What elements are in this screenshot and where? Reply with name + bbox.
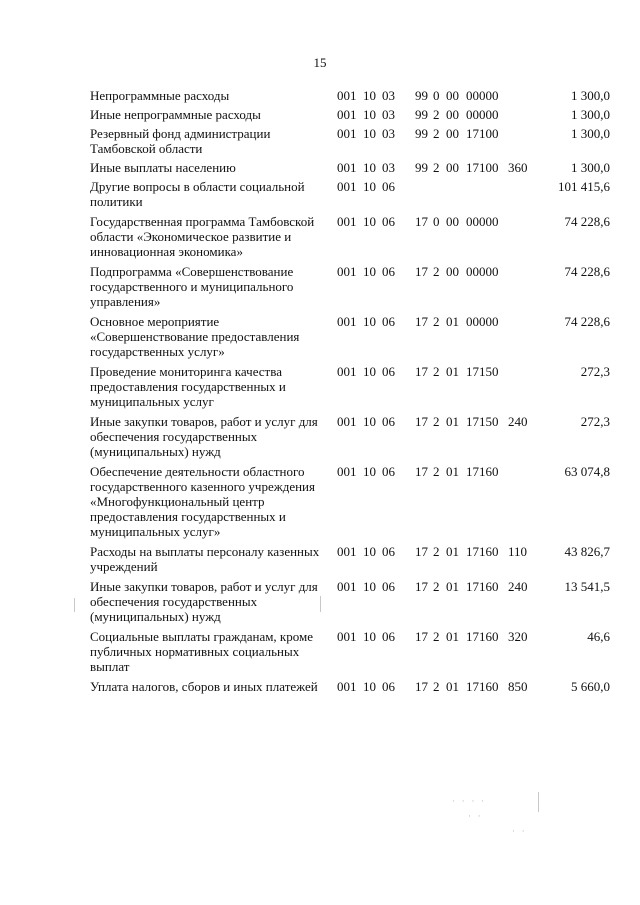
table-row bbox=[90, 126, 610, 156]
table-row bbox=[90, 264, 610, 309]
direction-code: 00000 bbox=[466, 264, 499, 279]
table-row bbox=[90, 414, 610, 459]
activity-code: 00 bbox=[446, 214, 459, 229]
table-row bbox=[90, 88, 610, 103]
section-code: 10 bbox=[363, 214, 376, 229]
expense-name: Государственная программа Тамбовской области «Экономическое развитие и инновационная экономика» bbox=[90, 214, 315, 259]
subsection-code: 06 bbox=[382, 179, 395, 194]
subsection-code: 06 bbox=[382, 314, 395, 329]
subsection-code: 06 bbox=[382, 629, 395, 644]
ministry-code: 001 bbox=[337, 314, 357, 329]
table-row bbox=[90, 179, 610, 209]
table-row bbox=[90, 160, 610, 175]
activity-code: 00 bbox=[446, 264, 459, 279]
activity-code: 00 bbox=[446, 88, 459, 103]
direction-code: 17160 bbox=[466, 464, 499, 479]
direction-code: 17150 bbox=[466, 364, 499, 379]
amount: 43 826,7 bbox=[564, 544, 610, 559]
program-code: 99 bbox=[415, 160, 428, 175]
expense-type-code: 850 bbox=[508, 679, 528, 694]
ministry-code: 001 bbox=[337, 88, 357, 103]
subsection-code: 03 bbox=[382, 107, 395, 122]
expense-name: Проведение мониторинга качества предоставления государственных и муниципальных услуг bbox=[90, 364, 286, 409]
amount: 1 300,0 bbox=[571, 126, 610, 141]
scan-artifact: · · bbox=[512, 827, 527, 837]
direction-code: 17150 bbox=[466, 414, 499, 429]
direction-code: 17100 bbox=[466, 126, 499, 141]
section-code: 10 bbox=[363, 179, 376, 194]
scan-artifact: · · · · bbox=[452, 797, 487, 807]
ministry-code: 001 bbox=[337, 214, 357, 229]
program-code: 99 bbox=[415, 126, 428, 141]
section-code: 10 bbox=[363, 679, 376, 694]
expense-name: Иные выплаты населению bbox=[90, 160, 236, 175]
direction-code: 00000 bbox=[466, 314, 499, 329]
program-code: 99 bbox=[415, 107, 428, 122]
expense-name: Иные непрограммные расходы bbox=[90, 107, 261, 122]
subsection-code: 06 bbox=[382, 214, 395, 229]
amount: 46,6 bbox=[587, 629, 610, 644]
direction-code: 17160 bbox=[466, 629, 499, 644]
table-row bbox=[90, 364, 610, 409]
expense-name: Непрограммные расходы bbox=[90, 88, 230, 103]
program-code: 17 bbox=[415, 414, 428, 429]
budget-table bbox=[90, 88, 610, 694]
subprogram-code: 2 bbox=[433, 160, 440, 175]
section-code: 10 bbox=[363, 544, 376, 559]
table-row bbox=[90, 464, 610, 539]
ministry-code: 001 bbox=[337, 179, 357, 194]
amount: 1 300,0 bbox=[571, 160, 610, 175]
direction-code: 17160 bbox=[466, 679, 499, 694]
scan-artifact bbox=[74, 598, 75, 612]
subprogram-code: 2 bbox=[433, 126, 440, 141]
subsection-code: 06 bbox=[382, 579, 395, 594]
direction-code: 00000 bbox=[466, 214, 499, 229]
expense-name: Уплата налогов, сборов и иных платежей bbox=[90, 679, 318, 694]
amount: 1 300,0 bbox=[571, 107, 610, 122]
scan-artifact bbox=[538, 792, 539, 812]
activity-code: 01 bbox=[446, 579, 459, 594]
section-code: 10 bbox=[363, 264, 376, 279]
expense-type-code: 240 bbox=[508, 579, 528, 594]
expense-name: Иные закупки товаров, работ и услуг для обеспечения государственных (муниципальных) нужд bbox=[90, 414, 318, 459]
activity-code: 01 bbox=[446, 364, 459, 379]
ministry-code: 001 bbox=[337, 264, 357, 279]
subprogram-code: 2 bbox=[433, 464, 440, 479]
subprogram-code: 0 bbox=[433, 88, 440, 103]
program-code: 17 bbox=[415, 629, 428, 644]
section-code: 10 bbox=[363, 364, 376, 379]
activity-code: 00 bbox=[446, 160, 459, 175]
section-code: 10 bbox=[363, 464, 376, 479]
section-code: 10 bbox=[363, 88, 376, 103]
program-code: 17 bbox=[415, 679, 428, 694]
table-row bbox=[90, 107, 610, 122]
expense-type-code: 240 bbox=[508, 414, 528, 429]
amount: 74 228,6 bbox=[564, 214, 610, 229]
activity-code: 00 bbox=[446, 107, 459, 122]
program-code: 17 bbox=[415, 364, 428, 379]
section-code: 10 bbox=[363, 160, 376, 175]
ministry-code: 001 bbox=[337, 579, 357, 594]
section-code: 10 bbox=[363, 126, 376, 141]
page-number: 15 bbox=[313, 55, 327, 70]
program-code: 17 bbox=[415, 264, 428, 279]
program-code: 17 bbox=[415, 464, 428, 479]
ministry-code: 001 bbox=[337, 464, 357, 479]
table-row bbox=[90, 579, 610, 624]
program-code: 17 bbox=[415, 544, 428, 559]
program-code: 17 bbox=[415, 579, 428, 594]
subsection-code: 03 bbox=[382, 160, 395, 175]
section-code: 10 bbox=[363, 629, 376, 644]
ministry-code: 001 bbox=[337, 414, 357, 429]
expense-name: Резервный фонд администрации Тамбовской области bbox=[90, 126, 271, 156]
expense-name: Другие вопросы в области социальной политики bbox=[90, 179, 305, 209]
table-row bbox=[90, 679, 610, 694]
amount: 1 300,0 bbox=[571, 88, 610, 103]
table-row bbox=[90, 544, 610, 574]
activity-code: 01 bbox=[446, 414, 459, 429]
program-code: 99 bbox=[415, 88, 428, 103]
direction-code: 00000 bbox=[466, 107, 499, 122]
amount: 13 541,5 bbox=[564, 579, 610, 594]
amount: 63 074,8 bbox=[564, 464, 610, 479]
subsection-code: 06 bbox=[382, 679, 395, 694]
expense-type-code: 320 bbox=[508, 629, 528, 644]
activity-code: 01 bbox=[446, 544, 459, 559]
subprogram-code: 2 bbox=[433, 629, 440, 644]
ministry-code: 001 bbox=[337, 160, 357, 175]
ministry-code: 001 bbox=[337, 544, 357, 559]
subprogram-code: 2 bbox=[433, 314, 440, 329]
amount: 5 660,0 bbox=[571, 679, 610, 694]
expense-name: Подпрограмма «Совершенствование государственного и муниципального управления» bbox=[90, 264, 294, 309]
activity-code: 01 bbox=[446, 464, 459, 479]
subsection-code: 06 bbox=[382, 264, 395, 279]
subsection-code: 06 bbox=[382, 414, 395, 429]
expense-name: Основное мероприятие «Совершенствование предоставления государственных услуг» bbox=[90, 314, 300, 359]
program-code: 17 bbox=[415, 314, 428, 329]
activity-code: 01 bbox=[446, 679, 459, 694]
activity-code: 01 bbox=[446, 314, 459, 329]
table-row bbox=[90, 314, 610, 359]
table-row bbox=[90, 629, 610, 674]
section-code: 10 bbox=[363, 414, 376, 429]
scan-artifact: · · bbox=[468, 812, 483, 822]
expense-name: Иные закупки товаров, работ и услуг для обеспечения государственных (муниципальных) нужд bbox=[90, 579, 318, 624]
subsection-code: 06 bbox=[382, 544, 395, 559]
amount: 74 228,6 bbox=[564, 264, 610, 279]
subprogram-code: 2 bbox=[433, 107, 440, 122]
ministry-code: 001 bbox=[337, 126, 357, 141]
section-code: 10 bbox=[363, 579, 376, 594]
ministry-code: 001 bbox=[337, 679, 357, 694]
expense-name: Социальные выплаты гражданам, кроме публичных нормативных социальных выплат bbox=[90, 629, 313, 674]
section-code: 10 bbox=[363, 107, 376, 122]
amount: 272,3 bbox=[580, 364, 610, 379]
program-code: 17 bbox=[415, 214, 428, 229]
ministry-code: 001 bbox=[337, 107, 357, 122]
activity-code: 01 bbox=[446, 629, 459, 644]
subprogram-code: 2 bbox=[433, 264, 440, 279]
subprogram-code: 2 bbox=[433, 364, 440, 379]
amount: 74 228,6 bbox=[564, 314, 610, 329]
subprogram-code: 2 bbox=[433, 544, 440, 559]
ministry-code: 001 bbox=[337, 629, 357, 644]
section-code: 10 bbox=[363, 314, 376, 329]
subprogram-code: 2 bbox=[433, 679, 440, 694]
subprogram-code: 2 bbox=[433, 414, 440, 429]
subsection-code: 06 bbox=[382, 364, 395, 379]
expense-type-code: 110 bbox=[508, 544, 528, 559]
ministry-code: 001 bbox=[337, 364, 357, 379]
amount: 101 415,6 bbox=[558, 179, 610, 194]
subsection-code: 03 bbox=[382, 126, 395, 141]
subsection-code: 03 bbox=[382, 88, 395, 103]
expense-name: Обеспечение деятельности областного государственного казенного учреждения «Многофункциональный центр предоставления государственных и муниципальных услуг» bbox=[90, 464, 315, 539]
activity-code: 00 bbox=[446, 126, 459, 141]
scan-artifact bbox=[320, 596, 321, 612]
direction-code: 17160 bbox=[466, 544, 499, 559]
subsection-code: 06 bbox=[382, 464, 395, 479]
table-row bbox=[90, 214, 610, 259]
subprogram-code: 0 bbox=[433, 214, 440, 229]
direction-code: 00000 bbox=[466, 88, 499, 103]
expense-name: Расходы на выплаты персоналу казенных учреждений bbox=[90, 544, 320, 574]
amount: 272,3 bbox=[580, 414, 610, 429]
expense-type-code: 360 bbox=[508, 160, 528, 175]
subprogram-code: 2 bbox=[433, 579, 440, 594]
direction-code: 17100 bbox=[466, 160, 499, 175]
direction-code: 17160 bbox=[466, 579, 499, 594]
